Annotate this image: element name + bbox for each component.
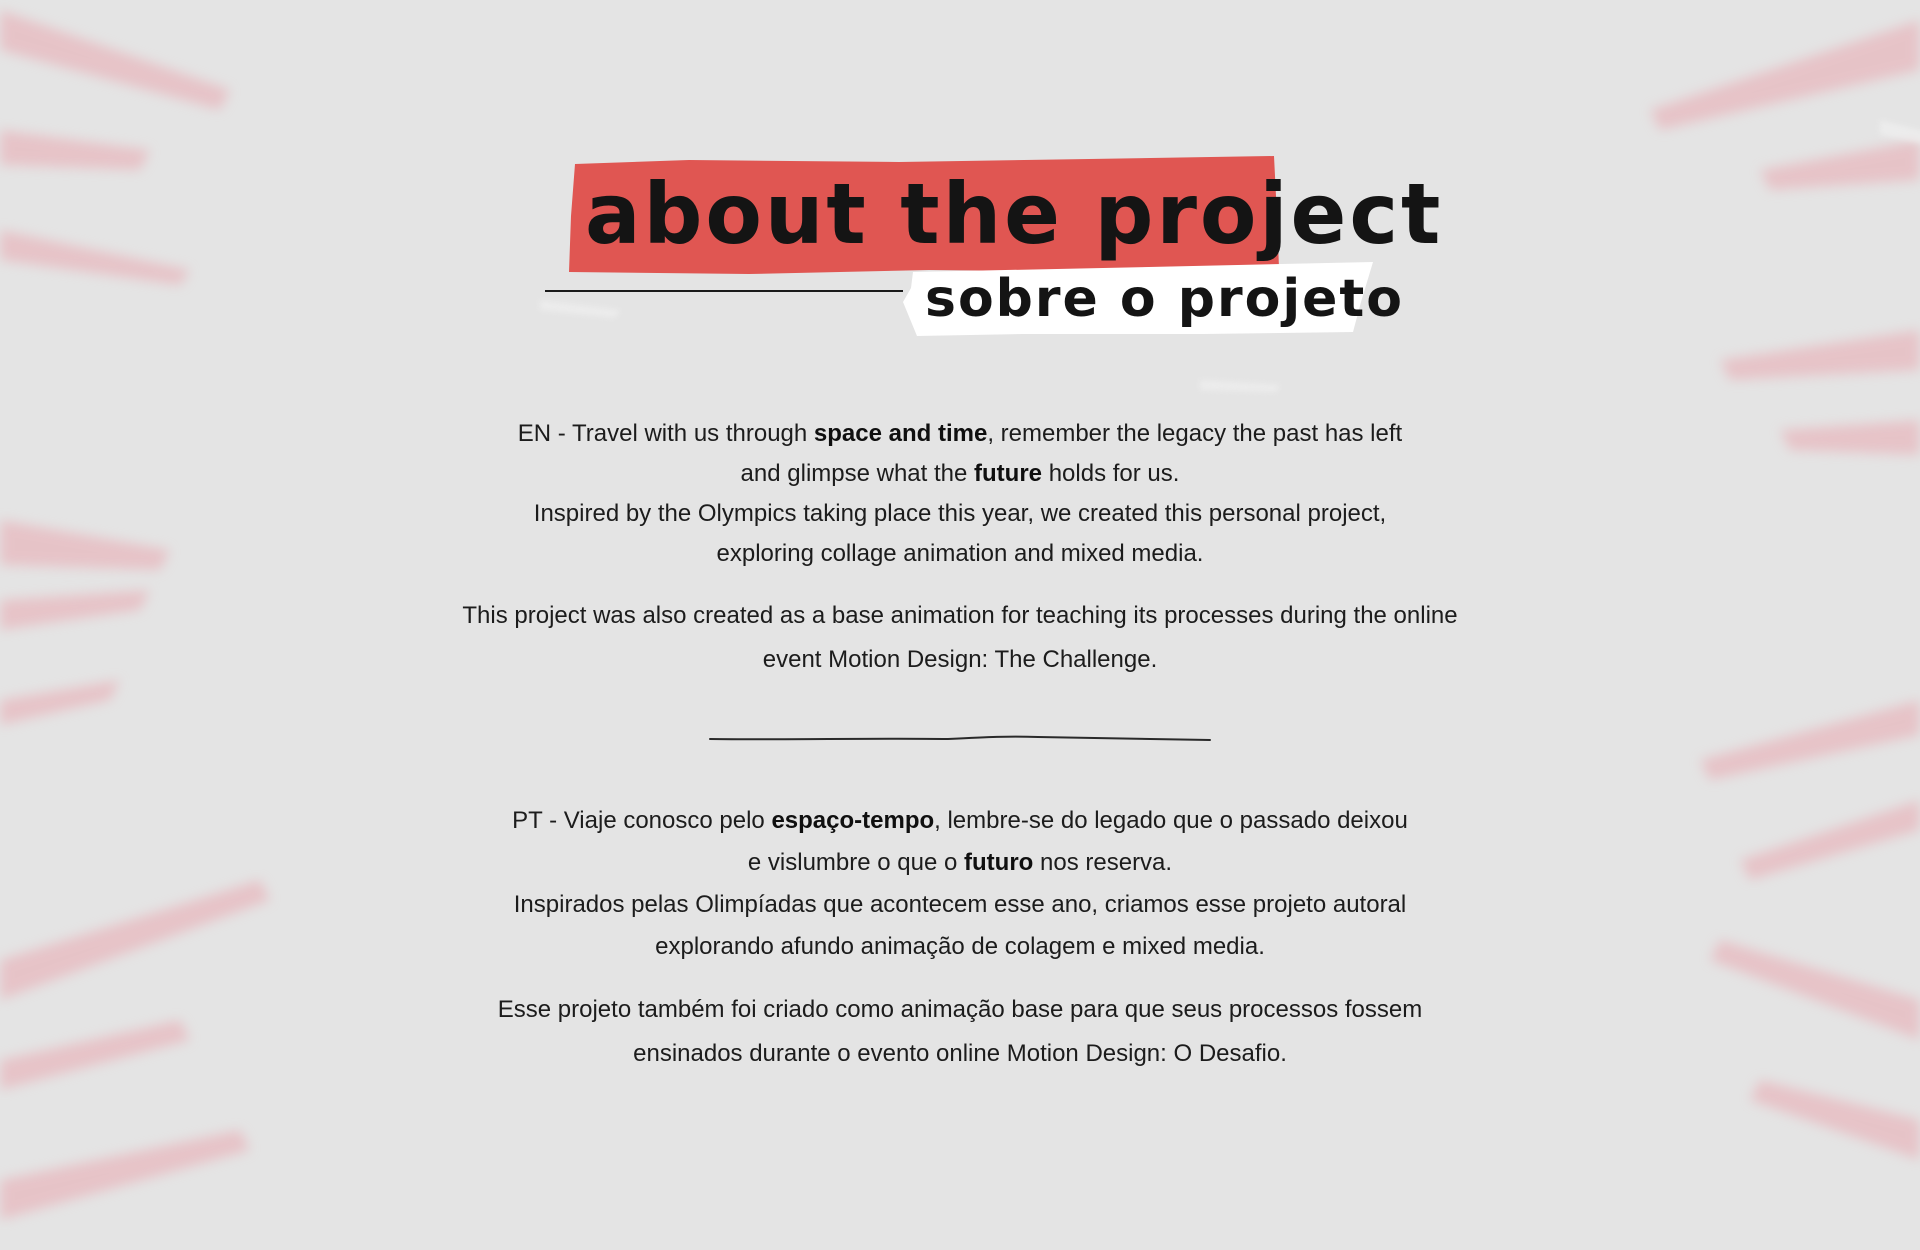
section-subtitle: sobre o projeto (925, 269, 1405, 329)
en-line-2: and glimpse what the future holds for us. (740, 460, 1180, 487)
en-emphasis-space-and-time: space and time (813, 420, 988, 447)
section-header (545, 150, 1444, 340)
language-divider (708, 730, 1212, 746)
en-line-1: EN - Travel with us through space and time, remember the legacy the past has left (517, 420, 1403, 447)
pt-emphasis-futuro: futuro (964, 849, 1034, 876)
portuguese-event-note (360, 988, 1560, 1076)
en-note-line-2: event Motion Design: The Challenge. (762, 646, 1158, 673)
en-line-3: Inspired by the Olympics taking place this year, we created this personal project, (533, 500, 1387, 527)
title-underline (545, 290, 903, 292)
pt-line-1: PT - Viaje conosco pelo espaço-tempo, lembre-se do legado que o passado deixou (512, 807, 1408, 834)
pt-line-4: explorando afundo animação de colagem e mixed media. (655, 933, 1265, 960)
en-emphasis-future: future (974, 460, 1043, 487)
pt-emphasis-espaco-tempo: espaço-tempo (771, 807, 935, 834)
section-title: about the project (585, 165, 1444, 263)
pt-note-line-2: ensinados durante o evento online Motion Design: O Desafio. (633, 1040, 1287, 1067)
en-line-4: exploring collage animation and mixed media. (716, 540, 1204, 567)
pt-note-line-1: Esse projeto também foi criado como animação base para que seus processos fossem (497, 996, 1423, 1023)
english-description (360, 414, 1560, 574)
pt-line-2: e vislumbre o que o futuro nos reserva. (747, 849, 1173, 876)
pt-line-3: Inspirados pelas Olimpíadas que acontecem esse ano, criamos esse projeto autoral (513, 891, 1407, 918)
english-event-note (360, 594, 1560, 682)
portuguese-description (360, 800, 1560, 968)
en-note-line-1: This project was also created as a base animation for teaching its processes during the online (462, 602, 1458, 629)
